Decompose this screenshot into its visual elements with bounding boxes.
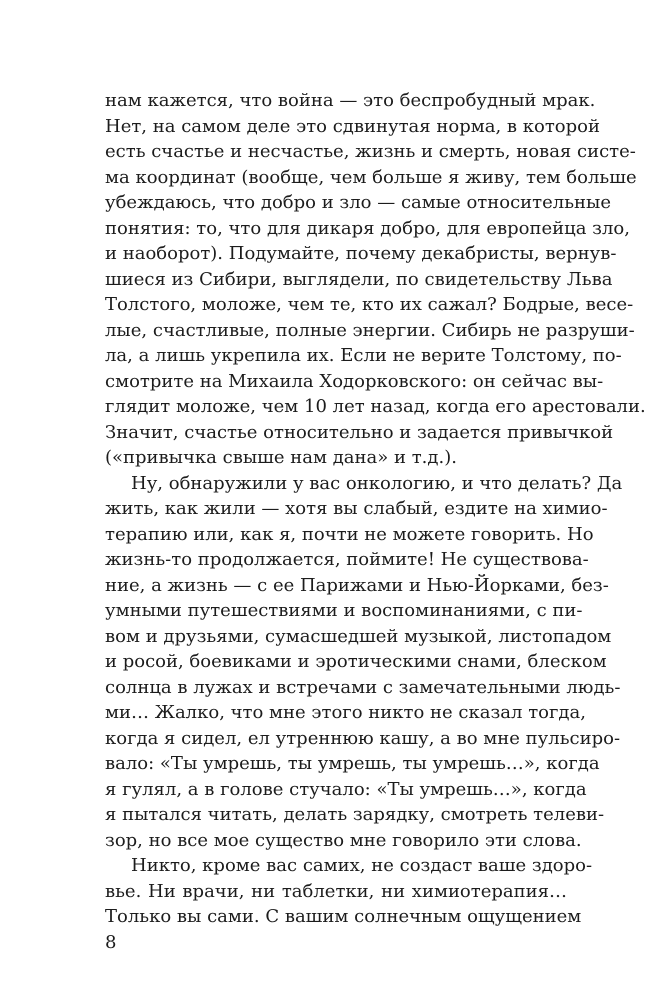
text-line: Ну, обнаружили у вас онкологию, и что делать? Да [131,472,623,494]
text-line: ла, а лишь укрепила их. Если не верите Толстому, по- [105,345,622,366]
text-line: ма координат (вообще, чем больше я живу, тем больше [105,166,637,188]
text-line: я пытался читать, делать зарядку, смотреть телеви- [105,804,605,825]
text-line: солнца в лужах и встречами с замечательными людь- [105,676,621,698]
text-line: терапию или, как я, почти не можете говорить. Но [105,523,594,545]
text-line: лые, счастливые, полные энергии. Сибирь не разруши- [105,319,635,341]
text-line: и росой, боевиками и эротическими снами, блеском [105,651,607,672]
text-line: когда я сидел, ел утреннюю кашу, а во мне пульсиро- [105,727,621,749]
text-line: Никто, кроме вас самих, не создаст ваше здоро- [131,855,593,876]
text-line: вье. Ни врачи, ни таблетки, ни химиотерапия… [105,880,567,902]
page-number: 8 [105,932,117,953]
text-line: ние, а жизнь — с ее Парижами и Нью-Йорками, без- [105,574,609,596]
paragraph [105,471,623,854]
text-line: Значит, счастье относительно и задается привычкой [105,421,614,443]
text-line: («привычка свыше нам дана» и т.д.). [105,447,457,468]
text-line: Нет, на самом деле это сдвинутая норма, в которой [105,115,600,137]
text-line: глядит моложе, чем 10 лет назад, когда его арестовали. [105,396,646,417]
text-line: вом и друзьями, сумасшедшей музыкой, листопадом [105,625,612,647]
text-line: есть счастье и несчастье, жизнь и смерть, новая систе- [105,141,636,162]
text-line: Толстого, моложе, чем те, кто их сажал? Бодрые, весе- [105,294,634,315]
text-line: жить, как жили — хотя вы слабый, ездите на химио- [105,498,608,519]
text-line: нам кажется, что война — это беспробудный мрак. [105,90,596,111]
text-line: умными путешествиями и воспоминаниями, с пи- [105,600,583,621]
text-line: вало: «Ты умрешь, ты умрешь, ты умрешь…», когда [105,753,600,774]
text-line: шиеся из Сибири, выглядели, по свидетельству Льва [105,268,613,290]
paragraph [105,853,593,930]
text-line: и наоборот). Подумайте, почему декабристы, вернув- [105,243,617,264]
text-line: Только вы сами. С вашим солнечным ощущением [105,906,582,927]
paragraph [105,88,646,471]
text-line: ми… Жалко, что мне этого никто не сказал тогда, [105,702,586,723]
text-line: я гулял, а в голове стучало: «Ты умрешь…», когда [105,778,587,800]
text-line: жизнь-то продолжается, поймите! Не существова- [105,549,589,570]
page-text [105,88,646,930]
text-line: смотрите на Михаила Ходорковского: он сейчас вы- [105,370,604,392]
text-line: убеждаюсь, что добро и зло — самые относительные [105,192,611,213]
text-line: понятия: то, что для дикаря добро, для европейца зло, [105,217,630,239]
text-line: зор, но все мое существо мне говорило эти слова. [105,829,582,851]
